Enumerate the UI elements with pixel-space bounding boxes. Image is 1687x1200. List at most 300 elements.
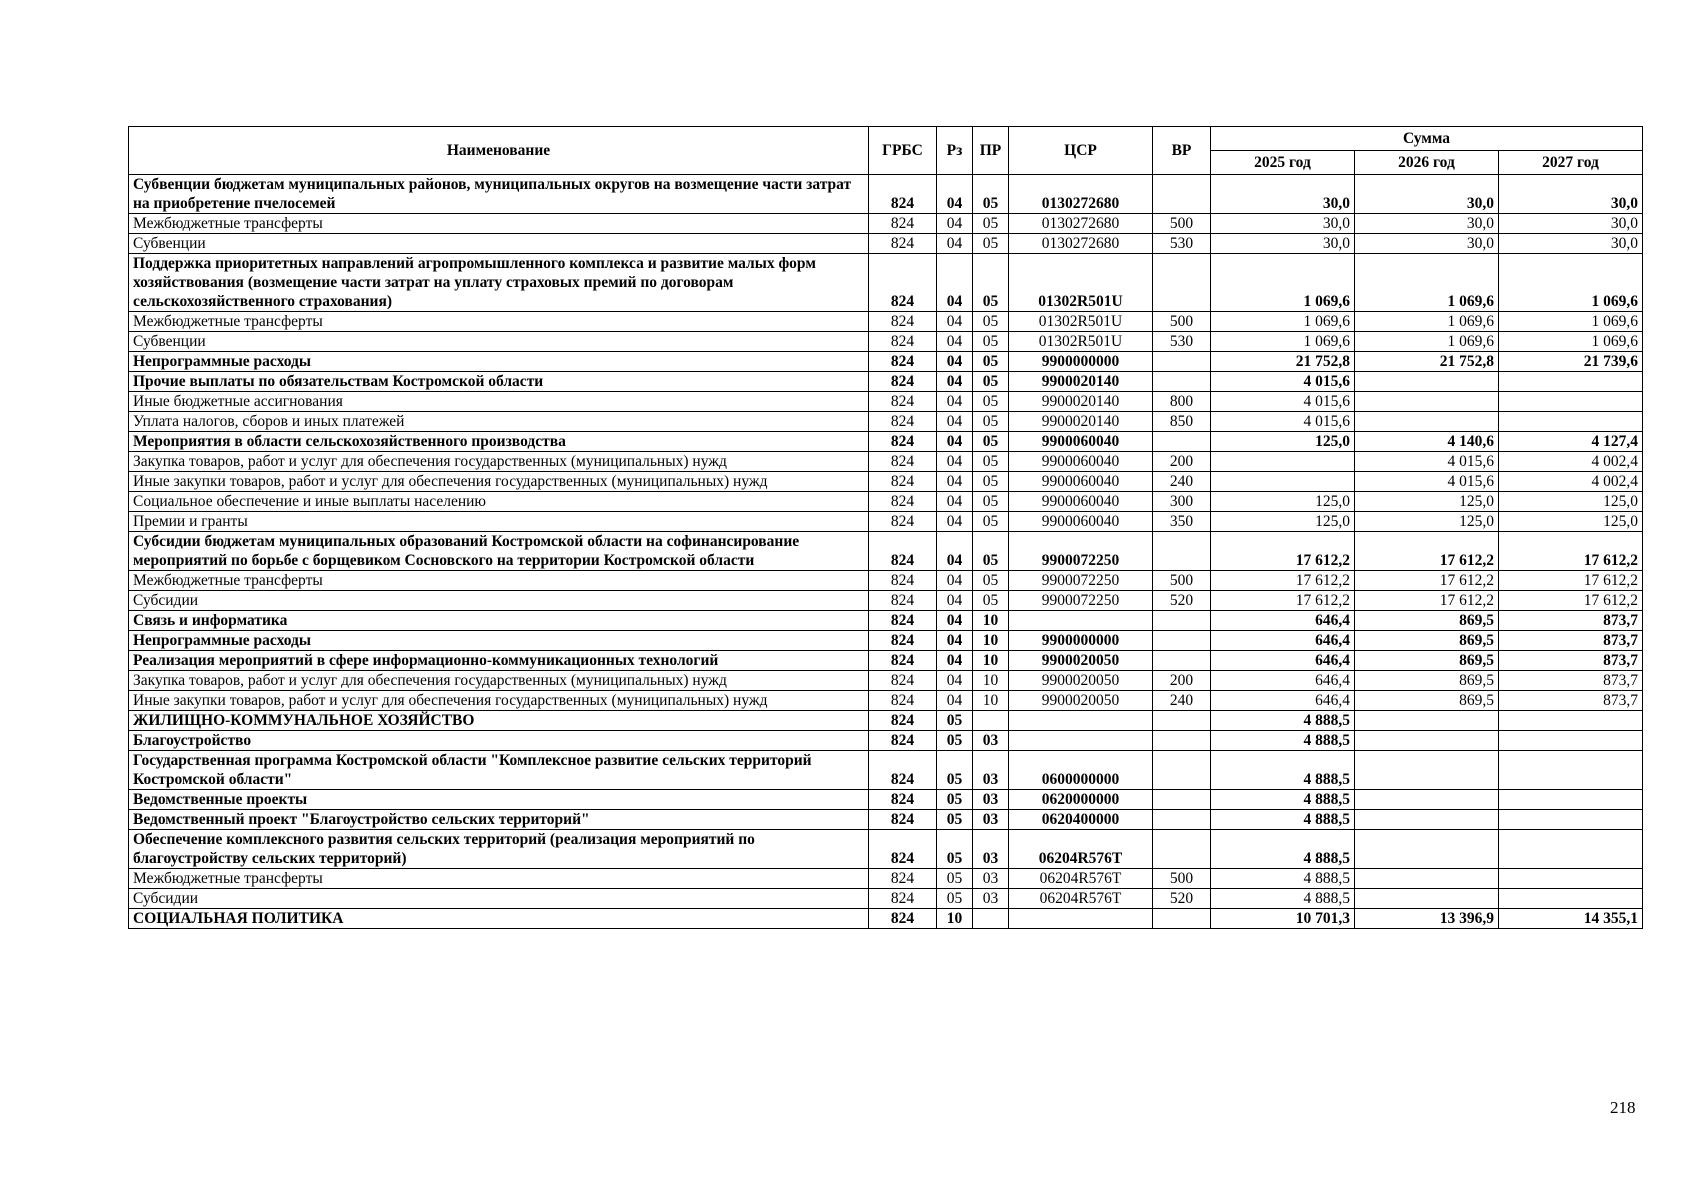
cell-name: Закупка товаров, работ и услуг для обеспечения государственных (муниципальных) нужд <box>129 671 869 691</box>
cell-vr: 240 <box>1153 472 1211 492</box>
cell-pr: 03 <box>973 830 1009 869</box>
cell-pr: 10 <box>973 631 1009 651</box>
cell-csr: 9900060040 <box>1009 452 1153 472</box>
cell-vr <box>1153 175 1211 214</box>
cell-2027: 4 127,4 <box>1499 432 1643 452</box>
table-row <box>129 731 1643 751</box>
cell-vr <box>1153 731 1211 751</box>
table-row <box>129 214 1643 234</box>
cell-pr: 05 <box>973 492 1009 512</box>
table-row <box>129 175 1643 214</box>
cell-pr: 05 <box>973 432 1009 452</box>
cell-rz: 04 <box>937 532 973 571</box>
cell-2027: 14 355,1 <box>1499 909 1643 929</box>
cell-name: Обеспечение комплексного развития сельских территорий (реализация мероприятий по благоустройству сельских территорий) <box>129 830 869 869</box>
table-row <box>129 751 1643 790</box>
cell-rz: 04 <box>937 214 973 234</box>
cell-2026: 125,0 <box>1355 512 1499 532</box>
cell-csr: 9900060040 <box>1009 512 1153 532</box>
table-row <box>129 611 1643 631</box>
cell-2027 <box>1499 392 1643 412</box>
cell-name: Закупка товаров, работ и услуг для обеспечения государственных (муниципальных) нужд <box>129 452 869 472</box>
header-name: Наименование <box>129 127 869 175</box>
cell-csr: 01302R501U <box>1009 312 1153 332</box>
cell-csr: 9900060040 <box>1009 432 1153 452</box>
cell-vr: 800 <box>1153 392 1211 412</box>
cell-csr: 01302R501U <box>1009 332 1153 352</box>
header-2026: 2026 год <box>1355 151 1499 175</box>
cell-csr: 01302R501U <box>1009 254 1153 312</box>
cell-grbs: 824 <box>869 790 937 810</box>
cell-grbs: 824 <box>869 671 937 691</box>
cell-2025: 4 015,6 <box>1211 392 1355 412</box>
cell-2026 <box>1355 869 1499 889</box>
cell-2025: 4 888,5 <box>1211 790 1355 810</box>
cell-2025: 30,0 <box>1211 175 1355 214</box>
cell-csr <box>1009 909 1153 929</box>
cell-grbs: 824 <box>869 352 937 372</box>
cell-csr <box>1009 611 1153 631</box>
cell-vr: 200 <box>1153 452 1211 472</box>
cell-vr: 300 <box>1153 492 1211 512</box>
cell-vr: 500 <box>1153 869 1211 889</box>
cell-2026 <box>1355 810 1499 830</box>
cell-2025: 125,0 <box>1211 512 1355 532</box>
cell-2026: 30,0 <box>1355 175 1499 214</box>
cell-grbs: 824 <box>869 392 937 412</box>
cell-name: Поддержка приоритетных направлений агропромышленного комплекса и развитие малых форм хозяйствования (возмещение части затрат на уплату страховых премий по договорам сельскохозяйственного страхования) <box>129 254 869 312</box>
cell-grbs: 824 <box>869 711 937 731</box>
cell-2025: 30,0 <box>1211 234 1355 254</box>
cell-2025: 10 701,3 <box>1211 909 1355 929</box>
cell-2026 <box>1355 751 1499 790</box>
table-row <box>129 492 1643 512</box>
table-row <box>129 711 1643 731</box>
cell-2026 <box>1355 711 1499 731</box>
cell-grbs: 824 <box>869 372 937 392</box>
cell-2026: 1 069,6 <box>1355 312 1499 332</box>
cell-name: Субвенции <box>129 234 869 254</box>
cell-2027: 1 069,6 <box>1499 254 1643 312</box>
table-row <box>129 671 1643 691</box>
cell-grbs: 824 <box>869 631 937 651</box>
cell-2026: 1 069,6 <box>1355 254 1499 312</box>
cell-pr: 05 <box>973 214 1009 234</box>
cell-2025: 646,4 <box>1211 611 1355 631</box>
table-body <box>129 175 1643 929</box>
table-row <box>129 830 1643 869</box>
cell-rz: 05 <box>937 751 973 790</box>
cell-2027: 1 069,6 <box>1499 312 1643 332</box>
cell-csr: 0620000000 <box>1009 790 1153 810</box>
cell-2027: 873,7 <box>1499 651 1643 671</box>
cell-grbs: 824 <box>869 532 937 571</box>
cell-vr: 350 <box>1153 512 1211 532</box>
cell-vr <box>1153 790 1211 810</box>
cell-csr: 06204R576T <box>1009 889 1153 909</box>
cell-2027: 30,0 <box>1499 214 1643 234</box>
cell-2026: 869,5 <box>1355 691 1499 711</box>
header-2025: 2025 год <box>1211 151 1355 175</box>
cell-grbs: 824 <box>869 175 937 214</box>
cell-csr <box>1009 731 1153 751</box>
cell-vr: 520 <box>1153 889 1211 909</box>
cell-2026 <box>1355 392 1499 412</box>
cell-2025: 30,0 <box>1211 214 1355 234</box>
cell-pr: 05 <box>973 234 1009 254</box>
cell-grbs: 824 <box>869 312 937 332</box>
cell-grbs: 824 <box>869 571 937 591</box>
cell-2027: 4 002,4 <box>1499 472 1643 492</box>
cell-2027: 873,7 <box>1499 691 1643 711</box>
table-row <box>129 392 1643 412</box>
cell-name: Премии и гранты <box>129 512 869 532</box>
table-row <box>129 869 1643 889</box>
header-2027: 2027 год <box>1499 151 1643 175</box>
table-row <box>129 909 1643 929</box>
table-row <box>129 651 1643 671</box>
table-row <box>129 432 1643 452</box>
cell-rz: 05 <box>937 711 973 731</box>
cell-grbs: 824 <box>869 432 937 452</box>
cell-vr <box>1153 372 1211 392</box>
cell-rz: 04 <box>937 234 973 254</box>
cell-rz: 04 <box>937 651 973 671</box>
cell-vr <box>1153 810 1211 830</box>
cell-rz: 04 <box>937 392 973 412</box>
cell-2025: 1 069,6 <box>1211 254 1355 312</box>
cell-2026: 4 015,6 <box>1355 452 1499 472</box>
cell-pr: 05 <box>973 332 1009 352</box>
cell-2025: 4 888,5 <box>1211 731 1355 751</box>
cell-grbs: 824 <box>869 591 937 611</box>
cell-csr <box>1009 711 1153 731</box>
cell-csr: 06204R576T <box>1009 869 1153 889</box>
cell-2026: 869,5 <box>1355 611 1499 631</box>
cell-2025: 21 752,8 <box>1211 352 1355 372</box>
cell-rz: 04 <box>937 691 973 711</box>
cell-rz: 05 <box>937 731 973 751</box>
cell-2026: 30,0 <box>1355 234 1499 254</box>
cell-grbs: 824 <box>869 810 937 830</box>
cell-2027: 873,7 <box>1499 631 1643 651</box>
cell-csr: 0130272680 <box>1009 214 1153 234</box>
cell-2025: 125,0 <box>1211 492 1355 512</box>
cell-2025: 4 888,5 <box>1211 810 1355 830</box>
cell-2026: 1 069,6 <box>1355 332 1499 352</box>
cell-vr <box>1153 909 1211 929</box>
cell-2025: 17 612,2 <box>1211 591 1355 611</box>
cell-name: Субсидии <box>129 591 869 611</box>
cell-rz: 04 <box>937 492 973 512</box>
cell-pr: 10 <box>973 611 1009 631</box>
table-row <box>129 254 1643 312</box>
cell-name: Межбюджетные трансферты <box>129 214 869 234</box>
cell-name: Межбюджетные трансферты <box>129 571 869 591</box>
cell-pr: 10 <box>973 671 1009 691</box>
cell-vr: 530 <box>1153 332 1211 352</box>
cell-2026 <box>1355 790 1499 810</box>
cell-pr: 03 <box>973 889 1009 909</box>
cell-name: Мероприятия в области сельскохозяйственного производства <box>129 432 869 452</box>
cell-vr: 200 <box>1153 671 1211 691</box>
cell-2025: 4 888,5 <box>1211 869 1355 889</box>
cell-2025: 4 888,5 <box>1211 889 1355 909</box>
cell-name: ЖИЛИЩНО-КОММУНАЛЬНОЕ ХОЗЯЙСТВО <box>129 711 869 731</box>
cell-vr <box>1153 631 1211 651</box>
cell-2026: 869,5 <box>1355 651 1499 671</box>
cell-2025: 4 015,6 <box>1211 372 1355 392</box>
cell-name: Реализация мероприятий в сфере информационно-коммуникационных технологий <box>129 651 869 671</box>
cell-2026: 17 612,2 <box>1355 532 1499 571</box>
cell-2027 <box>1499 372 1643 392</box>
cell-csr: 9900072250 <box>1009 571 1153 591</box>
cell-grbs: 824 <box>869 869 937 889</box>
cell-vr <box>1153 711 1211 731</box>
cell-2025: 1 069,6 <box>1211 332 1355 352</box>
table-row <box>129 234 1643 254</box>
cell-vr <box>1153 532 1211 571</box>
cell-2026: 13 396,9 <box>1355 909 1499 929</box>
cell-2027 <box>1499 830 1643 869</box>
table-row <box>129 532 1643 571</box>
cell-vr <box>1153 651 1211 671</box>
cell-rz: 04 <box>937 254 973 312</box>
cell-vr: 500 <box>1153 312 1211 332</box>
cell-pr: 05 <box>973 571 1009 591</box>
cell-2027 <box>1499 751 1643 790</box>
cell-2025: 17 612,2 <box>1211 532 1355 571</box>
cell-csr: 9900072250 <box>1009 532 1153 571</box>
cell-vr <box>1153 352 1211 372</box>
cell-grbs: 824 <box>869 332 937 352</box>
cell-name: Субсидии <box>129 889 869 909</box>
cell-2026 <box>1355 412 1499 432</box>
cell-grbs: 824 <box>869 830 937 869</box>
table-row <box>129 472 1643 492</box>
cell-csr: 0130272680 <box>1009 175 1153 214</box>
cell-grbs: 824 <box>869 751 937 790</box>
cell-csr: 9900072250 <box>1009 591 1153 611</box>
cell-pr <box>973 711 1009 731</box>
cell-rz: 04 <box>937 312 973 332</box>
cell-grbs: 824 <box>869 452 937 472</box>
cell-pr: 03 <box>973 751 1009 790</box>
cell-2027: 21 739,6 <box>1499 352 1643 372</box>
table-row <box>129 512 1643 532</box>
cell-pr: 05 <box>973 352 1009 372</box>
cell-rz: 04 <box>937 372 973 392</box>
budget-table <box>128 126 1643 929</box>
cell-pr: 05 <box>973 452 1009 472</box>
table-row <box>129 312 1643 332</box>
cell-pr: 10 <box>973 691 1009 711</box>
cell-2027: 17 612,2 <box>1499 591 1643 611</box>
cell-name: Иные закупки товаров, работ и услуг для обеспечения государственных (муниципальных) нужд <box>129 472 869 492</box>
cell-2025: 125,0 <box>1211 432 1355 452</box>
cell-pr: 03 <box>973 810 1009 830</box>
cell-pr: 05 <box>973 392 1009 412</box>
cell-grbs: 824 <box>869 512 937 532</box>
cell-grbs: 824 <box>869 691 937 711</box>
table-row <box>129 810 1643 830</box>
cell-2026: 125,0 <box>1355 492 1499 512</box>
cell-vr: 500 <box>1153 571 1211 591</box>
cell-csr: 0130272680 <box>1009 234 1153 254</box>
cell-2025: 646,4 <box>1211 691 1355 711</box>
cell-csr: 9900020140 <box>1009 412 1153 432</box>
cell-rz: 04 <box>937 611 973 631</box>
cell-csr: 9900020140 <box>1009 392 1153 412</box>
cell-2027: 4 002,4 <box>1499 452 1643 472</box>
cell-name: Социальное обеспечение и иные выплаты населению <box>129 492 869 512</box>
cell-name: Непрограммные расходы <box>129 352 869 372</box>
cell-rz: 04 <box>937 571 973 591</box>
cell-2025 <box>1211 472 1355 492</box>
cell-name: Уплата налогов, сборов и иных платежей <box>129 412 869 432</box>
cell-grbs: 824 <box>869 651 937 671</box>
cell-rz: 04 <box>937 332 973 352</box>
cell-2025: 646,4 <box>1211 651 1355 671</box>
cell-csr: 9900000000 <box>1009 631 1153 651</box>
cell-rz: 05 <box>937 790 973 810</box>
page-number: 218 <box>1610 1098 1636 1117</box>
cell-vr <box>1153 830 1211 869</box>
cell-grbs: 824 <box>869 731 937 751</box>
cell-pr: 05 <box>973 312 1009 332</box>
table-row <box>129 352 1643 372</box>
cell-2026: 4 015,6 <box>1355 472 1499 492</box>
cell-name: Благоустройство <box>129 731 869 751</box>
cell-grbs: 824 <box>869 492 937 512</box>
cell-pr: 05 <box>973 412 1009 432</box>
cell-2026: 30,0 <box>1355 214 1499 234</box>
cell-2025: 4 888,5 <box>1211 711 1355 731</box>
cell-2026 <box>1355 889 1499 909</box>
cell-grbs: 824 <box>869 214 937 234</box>
cell-name: Связь и информатика <box>129 611 869 631</box>
cell-pr: 05 <box>973 512 1009 532</box>
cell-grbs: 824 <box>869 254 937 312</box>
cell-2026 <box>1355 372 1499 392</box>
table-row <box>129 412 1643 432</box>
cell-pr <box>973 909 1009 929</box>
cell-grbs: 824 <box>869 472 937 492</box>
cell-pr: 05 <box>973 254 1009 312</box>
cell-rz: 05 <box>937 830 973 869</box>
cell-rz: 04 <box>937 591 973 611</box>
cell-2027 <box>1499 711 1643 731</box>
cell-pr: 03 <box>973 790 1009 810</box>
cell-name: Субвенции <box>129 332 869 352</box>
cell-pr: 05 <box>973 175 1009 214</box>
cell-2026: 21 752,8 <box>1355 352 1499 372</box>
cell-2026 <box>1355 830 1499 869</box>
table-row <box>129 571 1643 591</box>
cell-2026: 17 612,2 <box>1355 591 1499 611</box>
cell-grbs: 824 <box>869 234 937 254</box>
table-row <box>129 591 1643 611</box>
table-row <box>129 452 1643 472</box>
cell-vr: 240 <box>1153 691 1211 711</box>
cell-name: Иные закупки товаров, работ и услуг для обеспечения государственных (муниципальных) нужд <box>129 691 869 711</box>
cell-vr <box>1153 254 1211 312</box>
table-header <box>129 127 1643 175</box>
table-row <box>129 889 1643 909</box>
cell-pr: 05 <box>973 591 1009 611</box>
cell-2027: 17 612,2 <box>1499 532 1643 571</box>
cell-pr: 03 <box>973 731 1009 751</box>
cell-rz: 04 <box>937 352 973 372</box>
cell-2027: 873,7 <box>1499 611 1643 631</box>
cell-vr <box>1153 432 1211 452</box>
cell-2027: 1 069,6 <box>1499 332 1643 352</box>
cell-csr: 9900060040 <box>1009 492 1153 512</box>
cell-csr: 9900020050 <box>1009 671 1153 691</box>
cell-2027: 873,7 <box>1499 671 1643 691</box>
cell-pr: 05 <box>973 532 1009 571</box>
cell-grbs: 824 <box>869 412 937 432</box>
cell-2027: 125,0 <box>1499 492 1643 512</box>
cell-name: Межбюджетные трансферты <box>129 869 869 889</box>
cell-2025: 4 015,6 <box>1211 412 1355 432</box>
cell-2027 <box>1499 889 1643 909</box>
cell-2027: 125,0 <box>1499 512 1643 532</box>
cell-2027: 30,0 <box>1499 175 1643 214</box>
cell-name: СОЦИАЛЬНАЯ ПОЛИТИКА <box>129 909 869 929</box>
cell-2026: 17 612,2 <box>1355 571 1499 591</box>
cell-pr: 10 <box>973 651 1009 671</box>
cell-2027: 17 612,2 <box>1499 571 1643 591</box>
cell-vr: 520 <box>1153 591 1211 611</box>
cell-rz: 05 <box>937 810 973 830</box>
cell-2027 <box>1499 412 1643 432</box>
cell-vr: 850 <box>1153 412 1211 432</box>
cell-name: Ведомственные проекты <box>129 790 869 810</box>
header-rz: Рз <box>937 127 973 175</box>
cell-2027 <box>1499 790 1643 810</box>
cell-2025: 4 888,5 <box>1211 751 1355 790</box>
cell-name: Субсидии бюджетам муниципальных образований Костромской области на софинансирование мероприятий по борьбе с борщевиком Сосновского на территории Костромской области <box>129 532 869 571</box>
cell-2025 <box>1211 452 1355 472</box>
cell-2026 <box>1355 731 1499 751</box>
cell-csr: 0620400000 <box>1009 810 1153 830</box>
cell-pr: 05 <box>973 472 1009 492</box>
table-row <box>129 332 1643 352</box>
table-row <box>129 372 1643 392</box>
cell-rz: 05 <box>937 869 973 889</box>
cell-csr: 9900020050 <box>1009 651 1153 671</box>
table-row <box>129 790 1643 810</box>
header-sum: Сумма <box>1211 127 1643 151</box>
cell-pr: 03 <box>973 869 1009 889</box>
cell-csr: 06204R576T <box>1009 830 1153 869</box>
cell-name: Ведомственный проект "Благоустройство сельских территорий" <box>129 810 869 830</box>
cell-vr <box>1153 611 1211 631</box>
cell-2026: 869,5 <box>1355 671 1499 691</box>
table-row <box>129 691 1643 711</box>
cell-pr: 05 <box>973 372 1009 392</box>
cell-name: Иные бюджетные ассигнования <box>129 392 869 412</box>
cell-csr: 9900020050 <box>1009 691 1153 711</box>
cell-rz: 04 <box>937 671 973 691</box>
cell-rz: 04 <box>937 631 973 651</box>
cell-2026: 4 140,6 <box>1355 432 1499 452</box>
cell-vr <box>1153 751 1211 790</box>
cell-csr: 9900060040 <box>1009 472 1153 492</box>
cell-2025: 646,4 <box>1211 631 1355 651</box>
cell-vr: 530 <box>1153 234 1211 254</box>
